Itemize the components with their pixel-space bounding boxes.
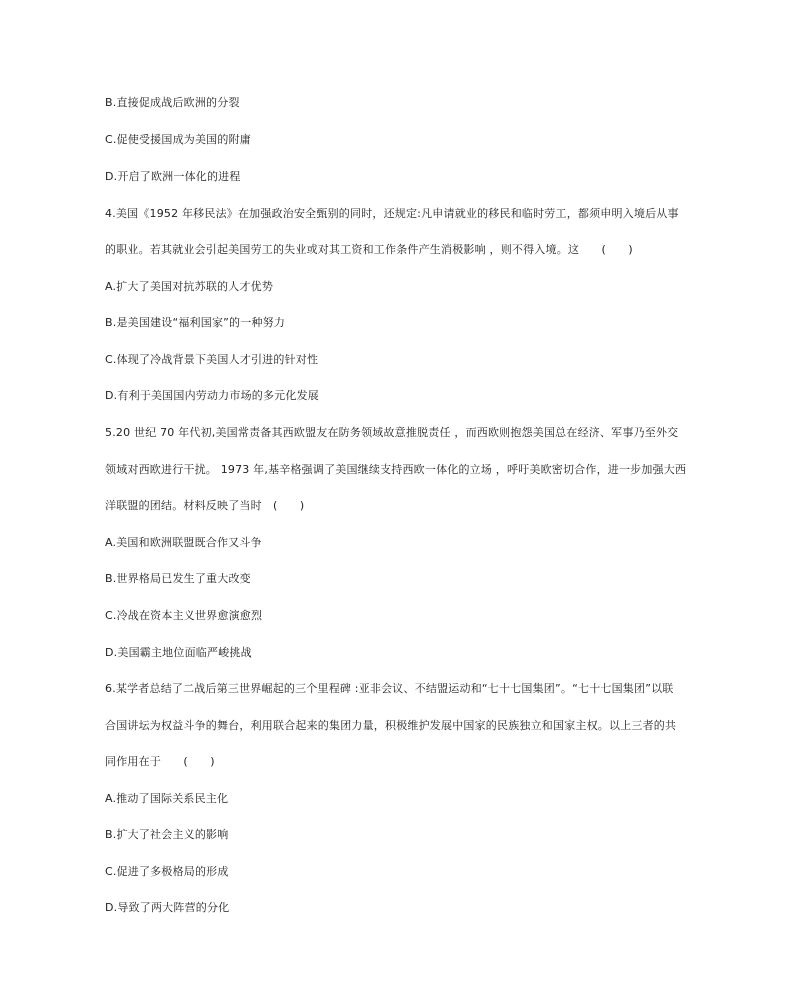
option-a-q5: A.美国和欧洲联盟既合作又斗争 xyxy=(105,536,262,549)
option-c-q6: C.促进了多极格局的形成 xyxy=(105,865,229,878)
option-b-q6: B.扩大了社会主义的影响 xyxy=(105,828,229,841)
question-5-line-3: 洋联盟的团结。材料反映了当时 ( ) xyxy=(105,499,305,512)
option-b-q4: B.是美国建设“福利国家”的一种努力 xyxy=(105,316,286,329)
question-4-line-2: 的职业。若其就业会引起美国劳工的失业或对其工资和工作条件产生消极影响 ，则不得入境。这 ( ) xyxy=(105,243,633,256)
option-d-q4: D.有利于美国国内劳动力市场的多元化发展 xyxy=(105,389,319,402)
option-b-q3: B.直接促成战后欧洲的分裂 xyxy=(105,96,240,109)
option-c-q4: C.体现了冷战背景下美国人才引进的针对性 xyxy=(105,353,319,366)
option-a-q6: A.推动了国际关系民主化 xyxy=(105,792,229,805)
question-4-line-1: 4.美国《1952 年移民法》在加强政治安全甄别的同时，还规定:凡申请就业的移民和临时劳工，都须申明入境后从事 xyxy=(105,207,679,220)
option-d-q3: D.开启了欧洲一体化的进程 xyxy=(105,170,241,183)
option-d-q5: D.美国霸主地位面临严峻挑战 xyxy=(105,646,252,659)
option-d-q6: D.导致了两大阵营的分化 xyxy=(105,901,230,914)
question-6-line-3: 同作用在于 ( ) xyxy=(105,755,215,768)
question-5-line-1: 5.20 世纪 70 年代初,美国常责备其西欧盟友在防务领域故意推脱责任 ，而西欧则抱怨美国总在经济、军事乃至外交 xyxy=(105,426,679,439)
option-c-q3: C.促使受援国成为美国的附庸 xyxy=(105,133,251,146)
option-a-q4: A.扩大了美国对抗苏联的人才优势 xyxy=(105,280,274,293)
question-6-line-1: 6.某学者总结了二战后第三世界崛起的三个里程碑 :亚非会议、不结盟运动和“七十七国集团”。“七十七国集团”以联 xyxy=(105,682,674,695)
option-b-q5: B.世界格局已发生了重大改变 xyxy=(105,572,251,585)
question-5-line-2: 领域对西欧进行干扰。 1973 年,基辛格强调了美国继续支持西欧一体化的立场 ，呼吁美欧密切合作，进一步加强大西 xyxy=(105,463,687,476)
option-c-q5: C.冷战在资本主义世界愈演愈烈 xyxy=(105,609,263,622)
question-6-line-2: 合国讲坛为权益斗争的舞台，利用联合起来的集团力量，积极维护发展中国家的民族独立和国家主权。以上三者的共 xyxy=(105,719,677,732)
